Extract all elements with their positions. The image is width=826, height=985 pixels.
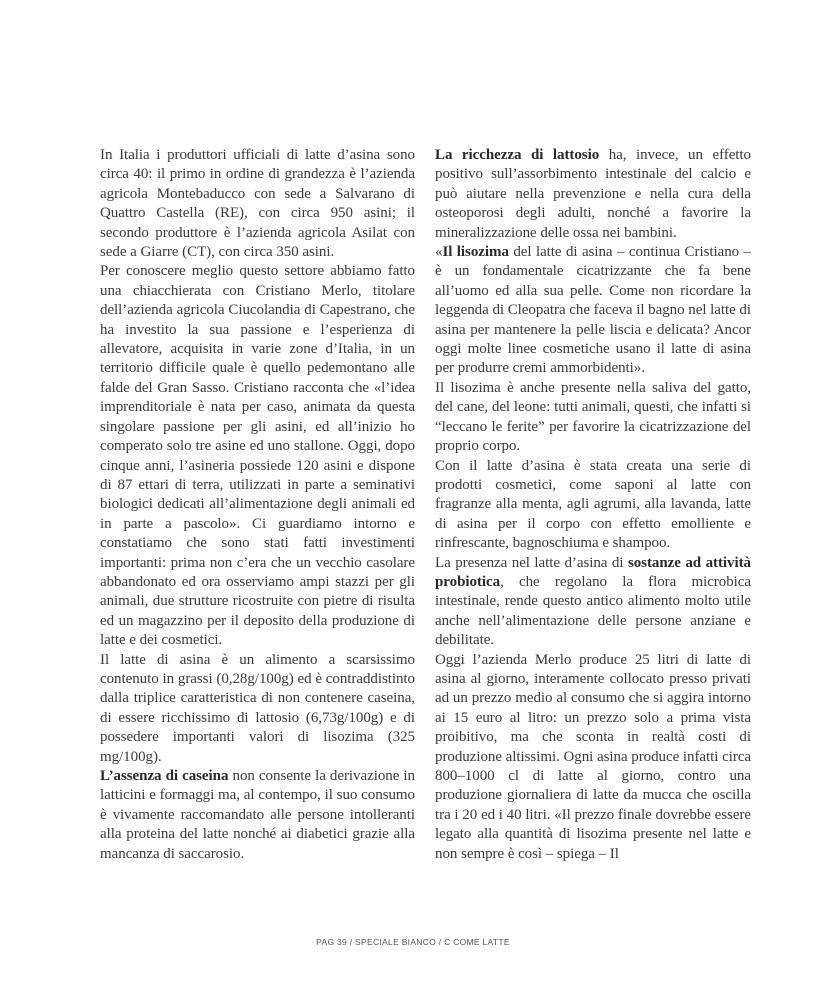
paragraph: Con il latte d’asina è stata creata una serie di prodotti cosmetici, come saponi al latte con fragranze alla menta, agli agrumi, alla lavanda, latte di asina per il corpo con effetto emolliente e rinfrescante, bagnoschiuma e shampoo. [435,457,751,552]
paragraph: Il latte di asina è un alimento a scarsissimo contenuto in grassi (0,28g/100g) ed è contraddistinto dalla triplice caratteristica di non contenere caseina, di essere ricchissimo di lattosio (6,73g/100g) e di possedere importanti valori di lisozima (325 mg/100g). [100,651,415,765]
paragraph: La presenza nel latte d’asina di sostanze ad attività probiotica, che regolano la flora microbica intestinale, rende questo antico alimento molto utile anche nell’alimentazione delle persone anziane e debilitate. [435,554,751,649]
right-column [435,146,751,864]
paragraph: Oggi l’azienda Merlo produce 25 litri di latte di asina al giorno, interamente collocato presso privati ad un prezzo medio al consumo che si aggira intorno ai 15 euro al litro: un prezzo solo a prima vista proibitivo, ma che sconta in realtà costi di produzione altissimi. Ogni asina produce infatti circa 800–1000 cl di latte al giorno, contro una produzione giornaliera di latte da mucca che oscilla tra i 20 ed i 40 litri. «Il prezzo finale dovrebbe essere legato alla quantità di lisozima presente nel latte e non sempre è così – spiega – Il [435,651,751,862]
bold-lead: sostanze ad attività probiotica [435,554,751,590]
page-footer: PAG 39 / SPECIALE BIANCO / C COME LATTE [316,937,510,947]
paragraph: Il lisozima è anche presente nella saliva del gatto, del cane, del leone: tutti animali, questi, che infatti si “leccano le ferite” per favorire la cicatrizzazione del proprio corpo. [435,379,751,455]
bold-lead: La ricchezza di lattosio [435,147,600,163]
paragraph: «Il lisozima del latte di asina – continua Cristiano – è un fondamentale cicatrizzante che fa bene all’uomo ed alla sua pelle. Come non ricordare la leggenda di Cleopatra che faceva il bagno nel latte di asina per mantenere la pelle liscia e delicata? Ancor oggi molte linee cosmetiche usano il latte di asina per produrre cremi ammorbidenti». [435,244,751,377]
paragraph: Per conoscere meglio questo settore abbiamo fatto una chiacchierata con Cristiano Merlo, titolare dell’azienda agricola Ciucolandia di Capestrano, che ha investito la sua passione e l’esperienza di allevatore, acquisita in varie zone d’Italia, in un territorio difficile quale è quello pedemontano alle falde del Gran Sasso. Cristiano racconta che «l’idea imprenditoriale è nata per caso, animata da questa singolare passione per gli asini, ed all’inizio ho comperato solo tre asine ed uno stallone. Oggi, dopo cinque anni, l’asineria possiede 120 asini e dispone di 87 ettari di terra, utilizzati in parte a seminativi biologici dedicati all’alimentazione degli animali ed in parte a pascolo». Ci guardiamo intorno e constatiamo che sono stati fatti investimenti importanti: prima non c’era che un vecchio casolare abbandonato ed ora osserviamo ampi stazzi per gli animali, due strutture ricostruite con pietre di risulta ed un magazzino per il deposito della produzione di latte e dei cosmetici. [100,263,415,649]
bold-lead: L’assenza di caseina [100,768,229,784]
bold-lead: Il lisozima [442,244,509,261]
left-column [100,146,415,864]
paragraph: In Italia i produttori ufficiali di latte d’asina sono circa 40: il primo in ordine di grandezza è l’azienda agricola Montebaducco con sede a Salvarano di Quattro Castella (RE), con circa 950 asini; il secondo produttore è l’azienda agricola Asilat con sede a Giarre (CT), con circa 350 asini. [100,147,415,261]
paragraph: La ricchezza di lattosio ha, invece, un effetto positivo sull’assorbimento intestinale del calcio e può aiutare nella prevenzione e nella cura della osteoporosi degli adulti, nonché a favorire la mineralizzazione delle ossa nei bambini. [435,147,751,241]
paragraph: L’assenza di caseina non consente la derivazione in latticini e formaggi ma, al contempo, il suo consumo è vivamente raccomandato alle persone intolleranti alla proteina del latte nonché ai diabetici grazie alla mancanza di saccarosio. [100,768,415,862]
